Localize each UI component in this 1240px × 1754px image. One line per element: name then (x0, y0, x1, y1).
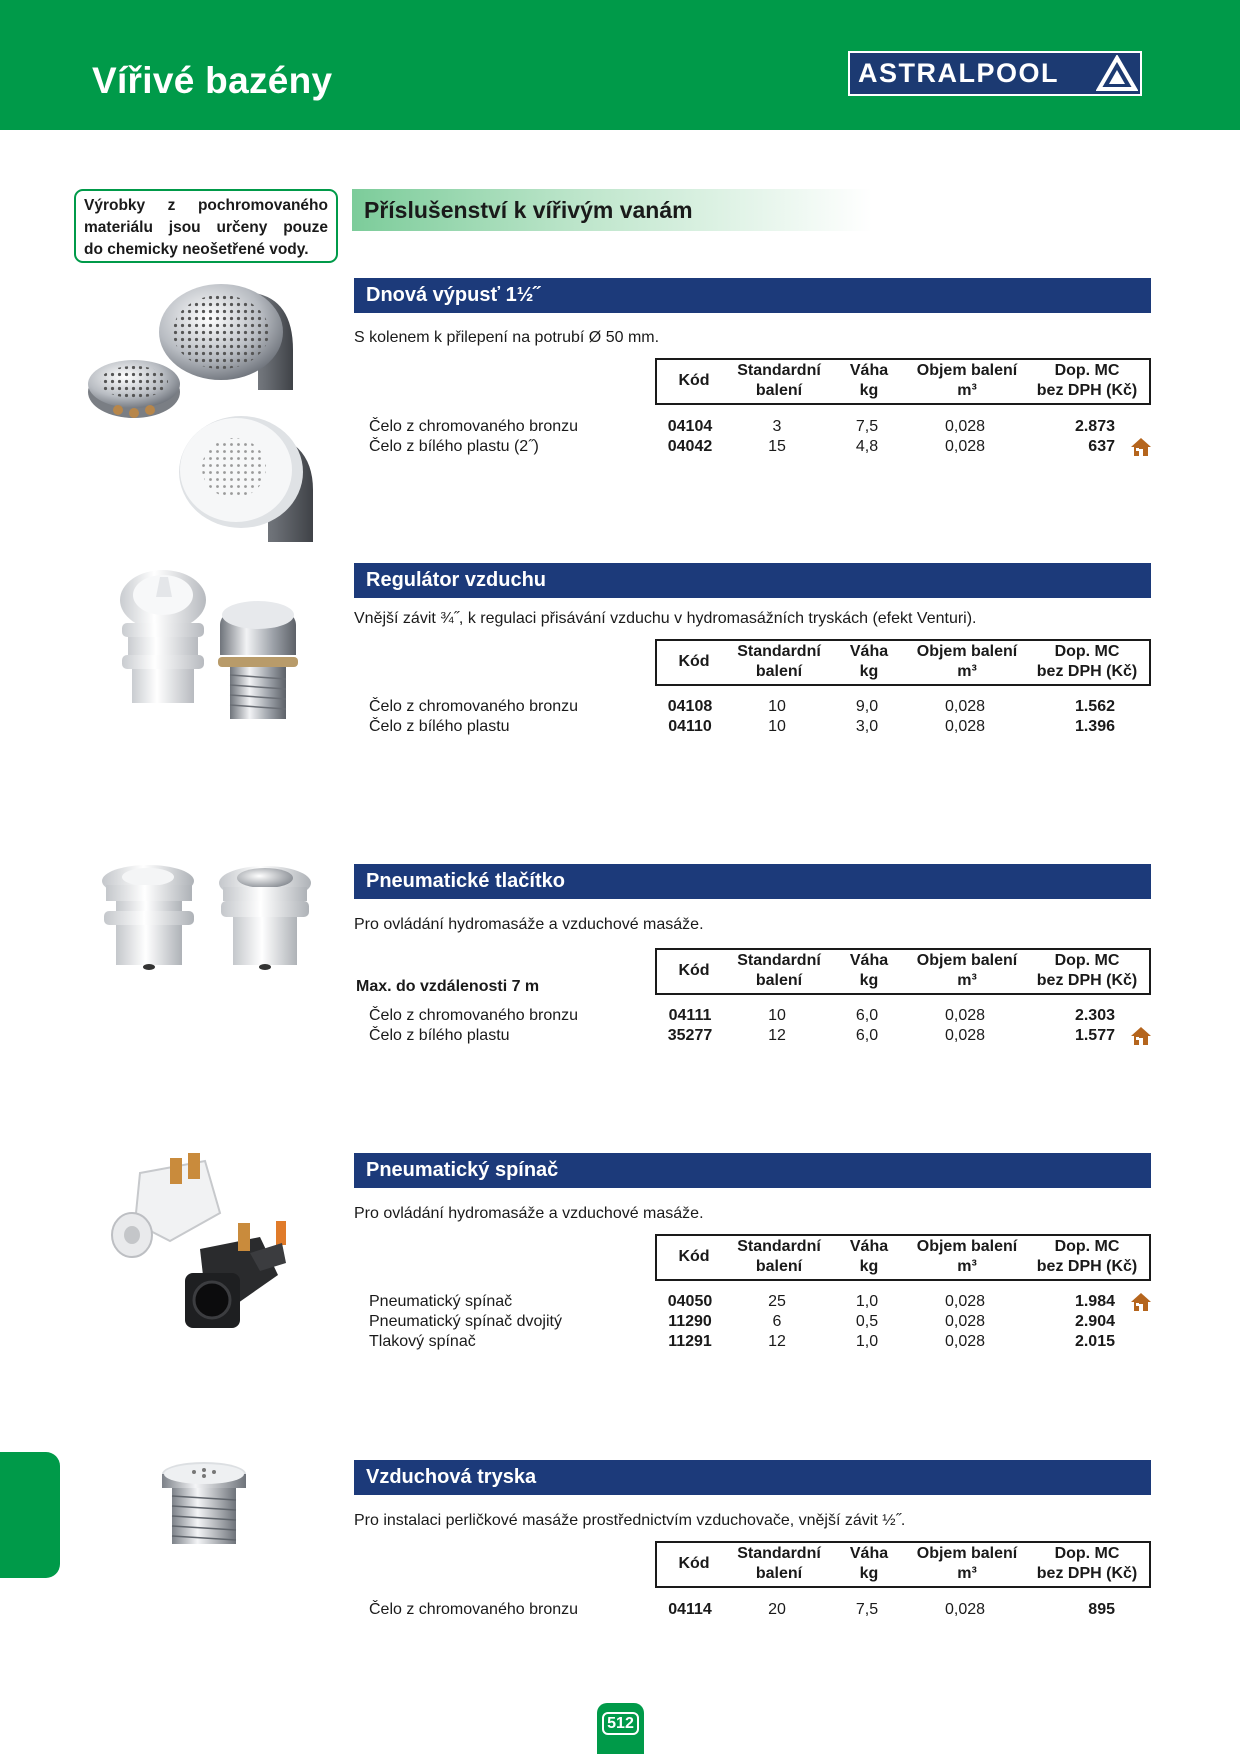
product-band-drain-outlet: Dnová výpusť 1½˝ (354, 278, 1151, 313)
table-row: Čelo z bílého plastu 04110 10 3,0 0,028 1.396 (369, 718, 1115, 735)
table-row: Pneumatický spínač dvojitý 11290 6 0,5 0,028 2.904 (369, 1313, 1115, 1330)
air-nozzle-product-image (160, 1460, 248, 1552)
product-band-air-regulator: Regulátor vzduchu (354, 563, 1151, 598)
side-section-tab (0, 1452, 60, 1578)
notice-line-3: do chemicky neošetřené vody. (84, 241, 309, 258)
table-header: Kód Standardní balení Váha kg Objem balení m³ Dop. MC bez DPH (Kč) (655, 1541, 1151, 1588)
product-note-pneumatic-button: Max. do vzdálenosti 7 m (356, 978, 540, 995)
section-title: Příslušenství k vířivým vanám (352, 189, 872, 231)
notice-line-2: materiálu jsou určeny pouze (84, 219, 328, 236)
table-row: Čelo z chromovaného bronzu 04114 20 7,5 0,028 895 (369, 1601, 1115, 1618)
product-band-pneumatic-switch: Pneumatický spínač (354, 1153, 1151, 1188)
table-row: Čelo z chromovaného bronzu 04104 3 7,5 0,028 2.873 (369, 418, 1115, 435)
table-row: Pneumatický spínač 04050 25 1,0 0,028 1.984 (0, 1292, 1240, 1312)
table-row: Čelo z bílého plastu (2˝) 04042 15 4,8 0,028 637 (0, 437, 1240, 457)
product-band-pneumatic-button: Pneumatické tlačítko (354, 864, 1151, 899)
product-desc-air-nozzle: Pro instalaci perličkové masáže prostřednictvím vzduchovače, vnější závit ½˝. (354, 1512, 906, 1529)
product-desc-pneumatic-button: Pro ovládání hydromasáže a vzduchové masáže. (354, 916, 704, 933)
table-row: Tlakový spínač 11291 12 1,0 0,028 2.015 (369, 1333, 1115, 1350)
table-header: Kód Standardní balení Váha kg Objem balení m³ Dop. MC bez DPH (Kč) (655, 639, 1151, 686)
col-kod: Kód (678, 372, 710, 389)
col-cena: Dop. MC bez DPH (Kč) (1036, 362, 1138, 399)
table-header (655, 358, 1151, 405)
chrome-notice-box (74, 189, 338, 263)
home-icon (1130, 436, 1152, 458)
pneumatic-button-product-image (98, 863, 313, 973)
page-title: Vířivé bazény (92, 60, 333, 101)
notice-line-1: Výrobky z pochromovaného (84, 197, 328, 214)
page-number: 512 (602, 1712, 639, 1735)
logo-text: ASTRALPOOL (858, 58, 1059, 88)
astralpool-triangle-icon (1096, 55, 1138, 92)
home-icon (1130, 1025, 1152, 1047)
table-row: Čelo z chromovaného bronzu 04111 10 6,0 0,028 2.303 (369, 1007, 1115, 1024)
col-std: Standardní balení (737, 362, 821, 399)
page-header (0, 0, 1240, 130)
product-desc-air-regulator: Vnější závit ¾˝, k regulaci přisávání vzduchu v hydromasážních tryskách (efekt Venturi). (354, 610, 977, 627)
table-header: Kód Standardní balení Váha kg Objem balení m³ Dop. MC bez DPH (Kč) (655, 948, 1151, 995)
table-row: Čelo z bílého plastu 35277 12 6,0 0,028 1.577 (0, 1026, 1240, 1046)
drain-outlet-product-image (88, 280, 318, 542)
product-desc-drain-outlet: S kolenem k přilepení na potrubí Ø 50 mm. (354, 329, 660, 346)
table-header: Kód Standardní balení Váha kg Objem balení m³ Dop. MC bez DPH (Kč) (655, 1234, 1151, 1281)
home-icon (1130, 1291, 1152, 1313)
table-row: Čelo z chromovaného bronzu 04108 10 9,0 0,028 1.562 (369, 698, 1115, 715)
product-desc-pneumatic-switch: Pro ovládání hydromasáže a vzduchové masáže. (354, 1205, 704, 1222)
col-vaha: Váha kg (849, 362, 889, 399)
col-objem: Objem balení m³ (916, 362, 1018, 399)
page-number-tab (597, 1703, 644, 1754)
astralpool-logo (848, 51, 1142, 96)
product-band-air-nozzle: Vzduchová tryska (354, 1460, 1151, 1495)
